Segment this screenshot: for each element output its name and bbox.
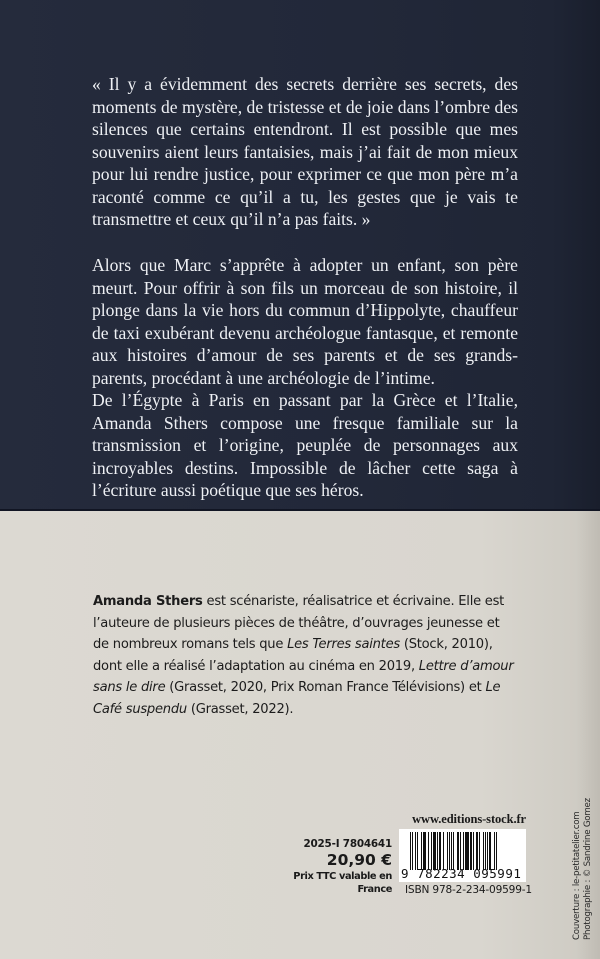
cover-design-credit: Couverture : le-petitatelier.com <box>572 811 582 940</box>
barcode <box>399 829 526 882</box>
cover-credits <box>572 798 594 940</box>
synopsis-paragraph: De l’Égypte à Paris en passant par la Grèce et l’Italie, Amanda Sthers compose une fresque familiale sur la transmission et l’origine, peuplée de personnages aux incroyables destins. Impossible de lâcher cette saga à l’écriture aussi poétique que ses héros. <box>92 390 518 500</box>
price-note: Prix TTC valable en France <box>293 871 392 895</box>
synopsis-paragraph: Alors que Marc s’apprête à adopter un enfant, son père meurt. Pour offrir à son fils un morceau de son histoire, il plonge dans la vie hors du commun d’Hippolyte, chauffeur de taxi exubérant devenu archéologue fantasque, et remonte aux histoires d’amour de ses parents et de ses grands-parents, procédant à une archéologie de l’intime. <box>92 255 518 388</box>
publisher-website: www.editions-stock.fr <box>412 812 526 826</box>
author-name: Amanda Sthers <box>93 594 203 609</box>
author-biography <box>93 591 516 721</box>
photo-credit: Photographie : © Sandrine Gomez <box>583 798 593 940</box>
book-title: Le Café suspendu <box>93 680 501 717</box>
book-title: Lettre d’amour sans le dire <box>93 658 514 696</box>
barcode-bars <box>410 832 515 870</box>
isbn-label: ISBN 978-2-234-09599-1 <box>405 884 532 896</box>
price-block <box>260 837 392 896</box>
barcode-digits: 9 782234 095991 <box>401 866 522 881</box>
bio-text: (Grasset, 2022). <box>186 701 294 717</box>
price: 20,90 € <box>326 851 392 869</box>
bio-text: (Stock, 2010), dont elle a réalisé l’adaptation au cinéma en 2019, <box>93 637 493 674</box>
excerpt-quote: « Il y a évidemment des secrets derrière ses secrets, des moments de mystère, de tristesse et de joie dans l’ombre des silences que certains entendront. Il est possible que mes souvenirs aient leurs fantaisies, mais j’ai fait de mon mieux pour lui rendre justice, pour exprimer ce que mon père m’a raconté comme ce qu’il a tu, les gestes que je vais te transmettre et ceux qu’il n’a pas faits. » <box>92 74 518 229</box>
price-code: 2025-I 7804641 <box>303 838 392 850</box>
bio-text: est scénariste, réalisatrice et écrivaine. Elle est l’auteure de plusieurs pièces de théâtre, d’ouvrages jeunesse et de nombreux romans tels que <box>93 594 505 653</box>
book-title: Les Terres saintes <box>287 637 400 653</box>
synopsis <box>92 254 518 502</box>
bio-text: (Grasset, 2020, Prix Roman France Télévisions) et <box>165 680 486 696</box>
